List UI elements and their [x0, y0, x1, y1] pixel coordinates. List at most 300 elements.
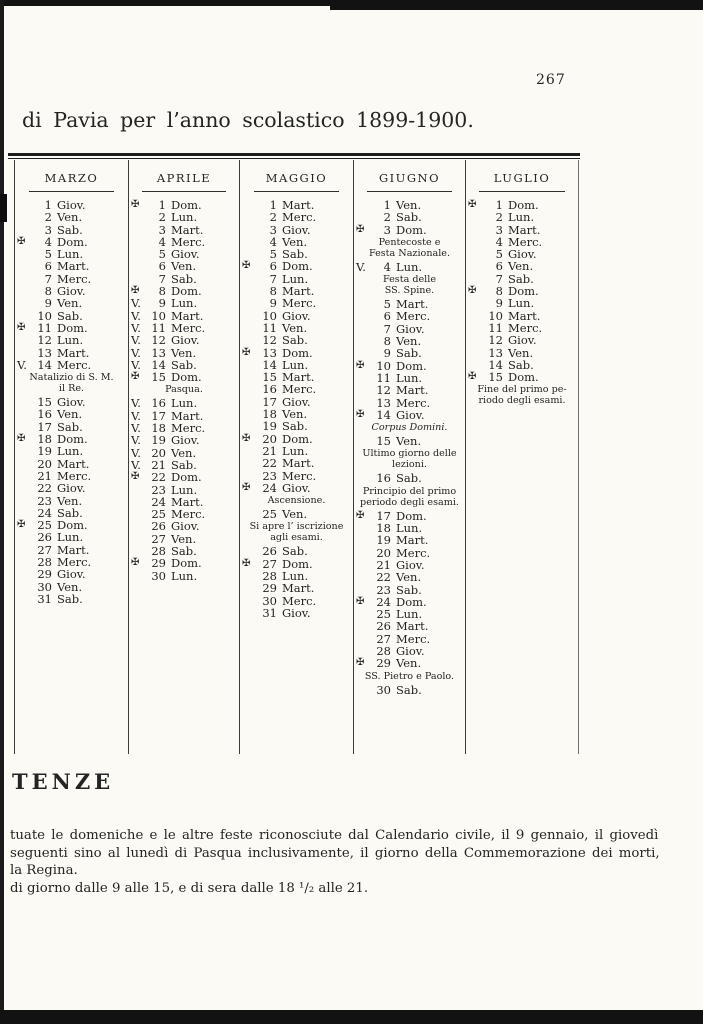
prefix-spacer	[15, 297, 36, 309]
prefix-spacer	[129, 260, 150, 272]
prefix-spacer	[354, 372, 375, 384]
day-row	[354, 534, 465, 546]
day-name: Dom.	[57, 234, 88, 249]
day-name: Ven.	[396, 570, 422, 585]
day-number: 4	[495, 234, 503, 249]
vacation-mark: V.	[131, 357, 141, 372]
prefix-spacer	[240, 383, 261, 395]
prefix-spacer	[15, 334, 36, 346]
day-name: Merc.	[57, 357, 92, 372]
day-row	[129, 211, 239, 223]
day-name: Mart.	[508, 222, 541, 237]
prefix-spacer	[354, 684, 375, 696]
day-number: 8	[383, 334, 391, 349]
day-number: 3	[495, 222, 503, 237]
day-number: 30	[37, 579, 52, 594]
day-row	[129, 334, 239, 346]
day-number: 4	[383, 259, 391, 274]
prefix-spacer	[354, 547, 375, 559]
day-name: Merc.	[171, 421, 206, 436]
prefix-spacer	[354, 335, 375, 347]
day-number: 28	[376, 644, 391, 659]
day-name: Sab.	[282, 419, 308, 434]
day-row	[240, 457, 353, 469]
holiday-cross-icon: ✠	[356, 408, 365, 420]
prefix-spacer	[15, 507, 36, 519]
prefix-spacer	[15, 199, 36, 211]
day-number: 18	[37, 432, 52, 447]
prefix-spacer	[129, 236, 150, 248]
holiday-cross-icon: ✠	[242, 346, 251, 358]
day-number: 21	[376, 557, 391, 572]
day-name: Merc.	[171, 320, 206, 335]
day-name: Mart.	[57, 345, 90, 360]
day-number: 29	[37, 567, 52, 582]
prefix-spacer	[240, 470, 261, 482]
day-number: 20	[37, 456, 52, 471]
day-name: Dom.	[396, 508, 427, 523]
prefix-spacer	[15, 408, 36, 420]
footer-paragraph	[10, 827, 700, 898]
day-name: Lun.	[282, 443, 309, 458]
prefix-spacer	[466, 211, 487, 223]
prefix-spacer	[129, 545, 150, 557]
day-number: 10	[262, 308, 277, 323]
day-row	[240, 508, 353, 520]
day-row	[15, 445, 128, 457]
day-name: Merc.	[396, 545, 431, 560]
day-name: Mart.	[396, 619, 429, 634]
day-number: 28	[262, 569, 277, 584]
day-number: 29	[151, 556, 166, 571]
day-number: 6	[158, 259, 166, 274]
day-number: 5	[383, 297, 391, 312]
prefix-spacer	[466, 310, 487, 322]
day-number: 9	[44, 296, 52, 311]
day-number: 14	[262, 357, 277, 372]
prefix-spacer	[129, 248, 150, 260]
day-name: Lun.	[57, 444, 84, 459]
day-number: 26	[151, 519, 166, 534]
day-number: 22	[37, 481, 52, 496]
day-name: Sab.	[57, 308, 83, 323]
prefix-spacer	[466, 334, 487, 346]
prefix-spacer	[240, 199, 261, 211]
day-name: Giov.	[57, 567, 86, 582]
day-row	[466, 347, 578, 359]
day-number: 8	[269, 284, 277, 299]
day-number: 14	[376, 407, 391, 422]
day-name: Merc.	[171, 234, 206, 249]
day-row	[15, 495, 128, 507]
holiday-cross-icon: ✠	[17, 235, 26, 247]
day-number: 31	[37, 591, 52, 606]
day-number: 1	[269, 198, 277, 212]
prefix-spacer	[466, 236, 487, 248]
holiday-cross-icon: ✠	[356, 595, 365, 607]
day-number: 3	[269, 222, 277, 237]
day-name: Dom.	[171, 556, 202, 571]
day-name: Dom.	[282, 259, 313, 274]
prefix-spacer	[15, 310, 36, 322]
holiday-cross-icon: ✠	[131, 371, 140, 383]
day-name: Sab.	[171, 457, 197, 472]
day-number: 29	[376, 656, 391, 671]
day-number: 19	[376, 533, 391, 548]
day-row	[354, 571, 465, 583]
day-row	[240, 470, 353, 482]
prefix-spacer	[466, 224, 487, 236]
prefix-spacer	[354, 620, 375, 632]
day-number: 24	[262, 480, 277, 495]
day-row	[240, 482, 353, 494]
day-name: Giov.	[57, 395, 86, 410]
holiday-cross-icon: ✠	[17, 519, 26, 531]
prefix-spacer	[129, 533, 150, 545]
day-name: Giov.	[171, 433, 200, 448]
day-name: Lun.	[57, 333, 84, 348]
day-number: 17	[376, 508, 391, 523]
day-name: Ven.	[171, 259, 197, 274]
day-name: Merc.	[282, 593, 317, 608]
day-name: Merc.	[508, 234, 543, 249]
day-name: Mart.	[282, 284, 315, 299]
vacation-mark: V.	[131, 296, 141, 311]
holiday-cross-icon: ✠	[242, 481, 251, 493]
day-name: Ven.	[57, 579, 83, 594]
day-note-line: Ultimo giorno delle	[362, 448, 457, 460]
day-number: 2	[495, 210, 503, 225]
day-name: Mart.	[171, 308, 204, 323]
day-row	[240, 211, 353, 223]
day-note	[356, 237, 463, 259]
footer-line: tuate le domeniche e le altre feste riconosciute dal Calendario civile, il 9 gennaio, il giovedì	[10, 828, 659, 843]
day-number: 18	[151, 421, 166, 436]
day-number: 23	[262, 468, 277, 483]
day-name: Lun.	[282, 357, 309, 372]
prefix-spacer	[15, 556, 36, 568]
day-number: 7	[158, 271, 166, 286]
day-number: 9	[158, 296, 166, 311]
prefix-spacer	[354, 199, 375, 211]
day-row	[129, 297, 239, 309]
prefix-spacer	[354, 310, 375, 322]
day-name: Giov.	[282, 394, 311, 409]
day-row	[15, 408, 128, 420]
prefix-spacer	[15, 581, 36, 593]
day-name: Sab.	[396, 471, 422, 486]
day-name: Giov.	[396, 321, 425, 336]
day-number: 3	[44, 222, 52, 237]
day-name: Ven.	[396, 656, 422, 671]
day-number: 16	[151, 396, 166, 411]
day-number: 6	[495, 259, 503, 274]
day-name: Merc.	[282, 468, 317, 483]
day-number: 4	[44, 234, 52, 249]
day-number: 10	[151, 308, 166, 323]
calendar-table	[8, 153, 580, 754]
day-name: Ven.	[508, 259, 534, 274]
day-number: 10	[376, 358, 391, 373]
day-number: 14	[151, 357, 166, 372]
prefix-spacer	[466, 260, 487, 272]
day-name: Giov.	[396, 407, 425, 422]
day-number: 2	[158, 210, 166, 225]
day-note	[356, 448, 463, 470]
day-number: 13	[37, 345, 52, 360]
day-number: 27	[37, 542, 52, 557]
day-number: 19	[37, 444, 52, 459]
day-note-line: Pasqua.	[165, 384, 203, 396]
day-note	[356, 671, 463, 682]
prefix-spacer	[15, 421, 36, 433]
day-name: Ven.	[396, 334, 422, 349]
day-name: Mart.	[282, 456, 315, 471]
day-name: Sab.	[396, 210, 422, 225]
day-name: Mart.	[396, 533, 429, 548]
day-row	[240, 334, 353, 346]
day-name: Merc.	[57, 468, 92, 483]
day-note-line: periodo degli esami.	[360, 496, 459, 508]
vacation-mark: V.	[131, 408, 141, 423]
day-number: 23	[151, 482, 166, 497]
holiday-cross-icon: ✠	[356, 359, 365, 371]
day-number: 21	[151, 457, 166, 472]
day-name: Lun.	[508, 210, 535, 225]
day-row	[15, 334, 128, 346]
day-name: Ven.	[282, 234, 308, 249]
day-number: 1	[383, 198, 391, 212]
day-name: Merc.	[282, 382, 317, 397]
prefix-spacer	[240, 582, 261, 594]
day-row	[240, 545, 353, 557]
month-header: GIUGNO	[378, 171, 441, 185]
day-name: Giov.	[171, 519, 200, 534]
day-number: 16	[37, 407, 52, 422]
day-number: 5	[158, 247, 166, 262]
day-name: Mart.	[171, 494, 204, 509]
prefix-spacer	[15, 531, 36, 543]
day-name: Mart.	[57, 456, 90, 471]
day-name: Ven.	[57, 210, 83, 225]
day-number: 8	[44, 284, 52, 299]
page-number: 267	[536, 72, 566, 88]
day-number: 4	[269, 234, 277, 249]
month-column-giugno	[354, 160, 466, 754]
day-name: Merc.	[57, 555, 92, 570]
day-note-line: Fine del primo pe-	[477, 384, 567, 396]
prefix-spacer	[15, 593, 36, 605]
day-name: Sab.	[282, 544, 308, 559]
prefix-spacer	[240, 236, 261, 248]
prefix-spacer	[466, 248, 487, 260]
day-name: Sab.	[57, 419, 83, 434]
day-name: Ven.	[57, 407, 83, 422]
day-number: 23	[37, 493, 52, 508]
day-number: 22	[151, 470, 166, 485]
day-name: Ven.	[282, 320, 308, 335]
day-row	[129, 397, 239, 409]
day-number: 2	[269, 210, 277, 225]
day-number: 8	[495, 284, 503, 299]
day-name: Merc.	[508, 320, 543, 335]
prefix-spacer	[466, 359, 487, 371]
prefix-spacer	[466, 322, 487, 334]
prefix-spacer	[240, 457, 261, 469]
day-note-line: Festa Nazionale.	[368, 247, 451, 259]
day-name: Giov.	[282, 308, 311, 323]
day-name: Lun.	[171, 210, 198, 225]
day-row	[354, 261, 465, 273]
day-row	[354, 472, 465, 484]
day-name: Giov.	[508, 247, 537, 262]
table-top-rule-thin	[8, 158, 580, 159]
vacation-mark: V.	[131, 445, 141, 460]
day-number: 17	[37, 419, 52, 434]
prefix-spacer	[240, 445, 261, 457]
day-number: 12	[151, 333, 166, 348]
prefix-spacer	[15, 211, 36, 223]
day-row	[354, 409, 465, 421]
holiday-cross-icon: ✠	[468, 199, 477, 210]
day-name: Ven.	[396, 198, 422, 212]
prefix-spacer	[240, 334, 261, 346]
month-header: LUGLIO	[493, 171, 551, 185]
day-number: 23	[376, 582, 391, 597]
day-row	[129, 471, 239, 483]
day-number: 10	[488, 308, 503, 323]
day-row	[129, 347, 239, 359]
day-note	[131, 384, 237, 395]
day-name: Ven.	[171, 345, 197, 360]
day-number: 22	[376, 570, 391, 585]
prefix-spacer	[15, 273, 36, 285]
day-number: 12	[488, 333, 503, 348]
prefix-spacer	[354, 323, 375, 335]
day-name: Dom.	[57, 432, 88, 447]
day-note	[356, 274, 463, 296]
prefix-spacer	[354, 534, 375, 546]
day-number: 15	[262, 370, 277, 385]
day-number: 13	[376, 395, 391, 410]
vacation-mark: V.	[131, 320, 141, 335]
prefix-spacer	[354, 347, 375, 359]
day-number: 5	[495, 247, 503, 262]
day-number: 9	[269, 296, 277, 311]
holiday-cross-icon: ✠	[131, 471, 140, 483]
prefix-spacer	[240, 248, 261, 260]
prefix-spacer	[354, 472, 375, 484]
day-number: 16	[262, 382, 277, 397]
prefix-spacer	[240, 607, 261, 619]
day-row	[15, 593, 128, 605]
holiday-cross-icon: ✠	[356, 657, 365, 669]
day-name: Lun.	[57, 530, 84, 545]
month-column-maggio	[240, 160, 354, 754]
vacation-mark: V.	[17, 357, 27, 372]
day-name: Merc.	[57, 271, 92, 286]
day-name: Lun.	[171, 396, 198, 411]
day-number: 14	[488, 357, 503, 372]
day-number: 3	[158, 222, 166, 237]
day-name: Merc.	[396, 309, 431, 324]
prefix-spacer	[354, 645, 375, 657]
prefix-spacer	[240, 408, 261, 420]
day-number: 11	[488, 320, 503, 335]
day-number: 1	[495, 198, 503, 212]
day-number: 3	[383, 222, 391, 237]
day-name: Giov.	[171, 333, 200, 348]
day-number: 9	[495, 296, 503, 311]
prefix-spacer	[15, 568, 36, 580]
holiday-cross-icon: ✠	[131, 557, 140, 569]
month-column-luglio	[466, 160, 579, 754]
day-row	[129, 484, 239, 496]
day-row	[15, 260, 128, 272]
day-row	[129, 371, 239, 383]
day-number: 27	[376, 631, 391, 646]
holiday-cross-icon: ✠	[242, 557, 251, 569]
day-name: Mart.	[396, 383, 429, 398]
day-number: 15	[376, 434, 391, 449]
prefix-spacer	[354, 608, 375, 620]
day-name: Sab.	[396, 682, 422, 697]
day-row	[466, 211, 578, 223]
day-number: 24	[151, 494, 166, 509]
footer-heading: TENZE	[12, 769, 115, 794]
prefix-spacer	[354, 571, 375, 583]
day-name: Giov.	[57, 284, 86, 299]
footer-line: di giorno dalle 9 alle 15, e di sera dalle 18 ¹/₂ alle 21.	[10, 881, 369, 897]
day-name: Dom.	[57, 518, 88, 533]
day-row	[466, 260, 578, 272]
holiday-cross-icon: ✠	[356, 509, 365, 521]
day-row	[15, 211, 128, 223]
day-name: Dom.	[171, 370, 202, 385]
day-name: Mart.	[171, 222, 204, 237]
day-row	[240, 297, 353, 309]
day-note-line: Natalizio di S. M.	[29, 372, 114, 384]
day-number: 12	[262, 333, 277, 348]
day-name: Mart.	[282, 198, 315, 212]
day-row	[466, 334, 578, 346]
day-name: Lun.	[171, 296, 198, 311]
day-note	[356, 422, 463, 433]
day-name: Mart.	[396, 297, 429, 312]
day-number: 5	[44, 247, 52, 262]
day-name: Ven.	[171, 445, 197, 460]
holiday-cross-icon: ✠	[17, 433, 26, 445]
day-row	[354, 435, 465, 447]
day-number: 13	[262, 345, 277, 360]
day-name: Sab.	[396, 346, 422, 361]
prefix-spacer	[15, 445, 36, 457]
prefix-spacer	[15, 482, 36, 494]
day-number: 6	[383, 309, 391, 324]
day-name: Dom.	[57, 320, 88, 335]
day-name: Giov.	[57, 198, 86, 212]
day-name: Giov.	[396, 644, 425, 659]
day-row	[240, 607, 353, 619]
prefix-spacer	[240, 359, 261, 371]
prefix-spacer	[15, 248, 36, 260]
day-number: 11	[376, 370, 391, 385]
day-number: 22	[262, 456, 277, 471]
day-number: 12	[37, 333, 52, 348]
day-number: 20	[376, 545, 391, 560]
day-name: Lun.	[396, 259, 423, 274]
day-name: Lun.	[171, 568, 198, 583]
